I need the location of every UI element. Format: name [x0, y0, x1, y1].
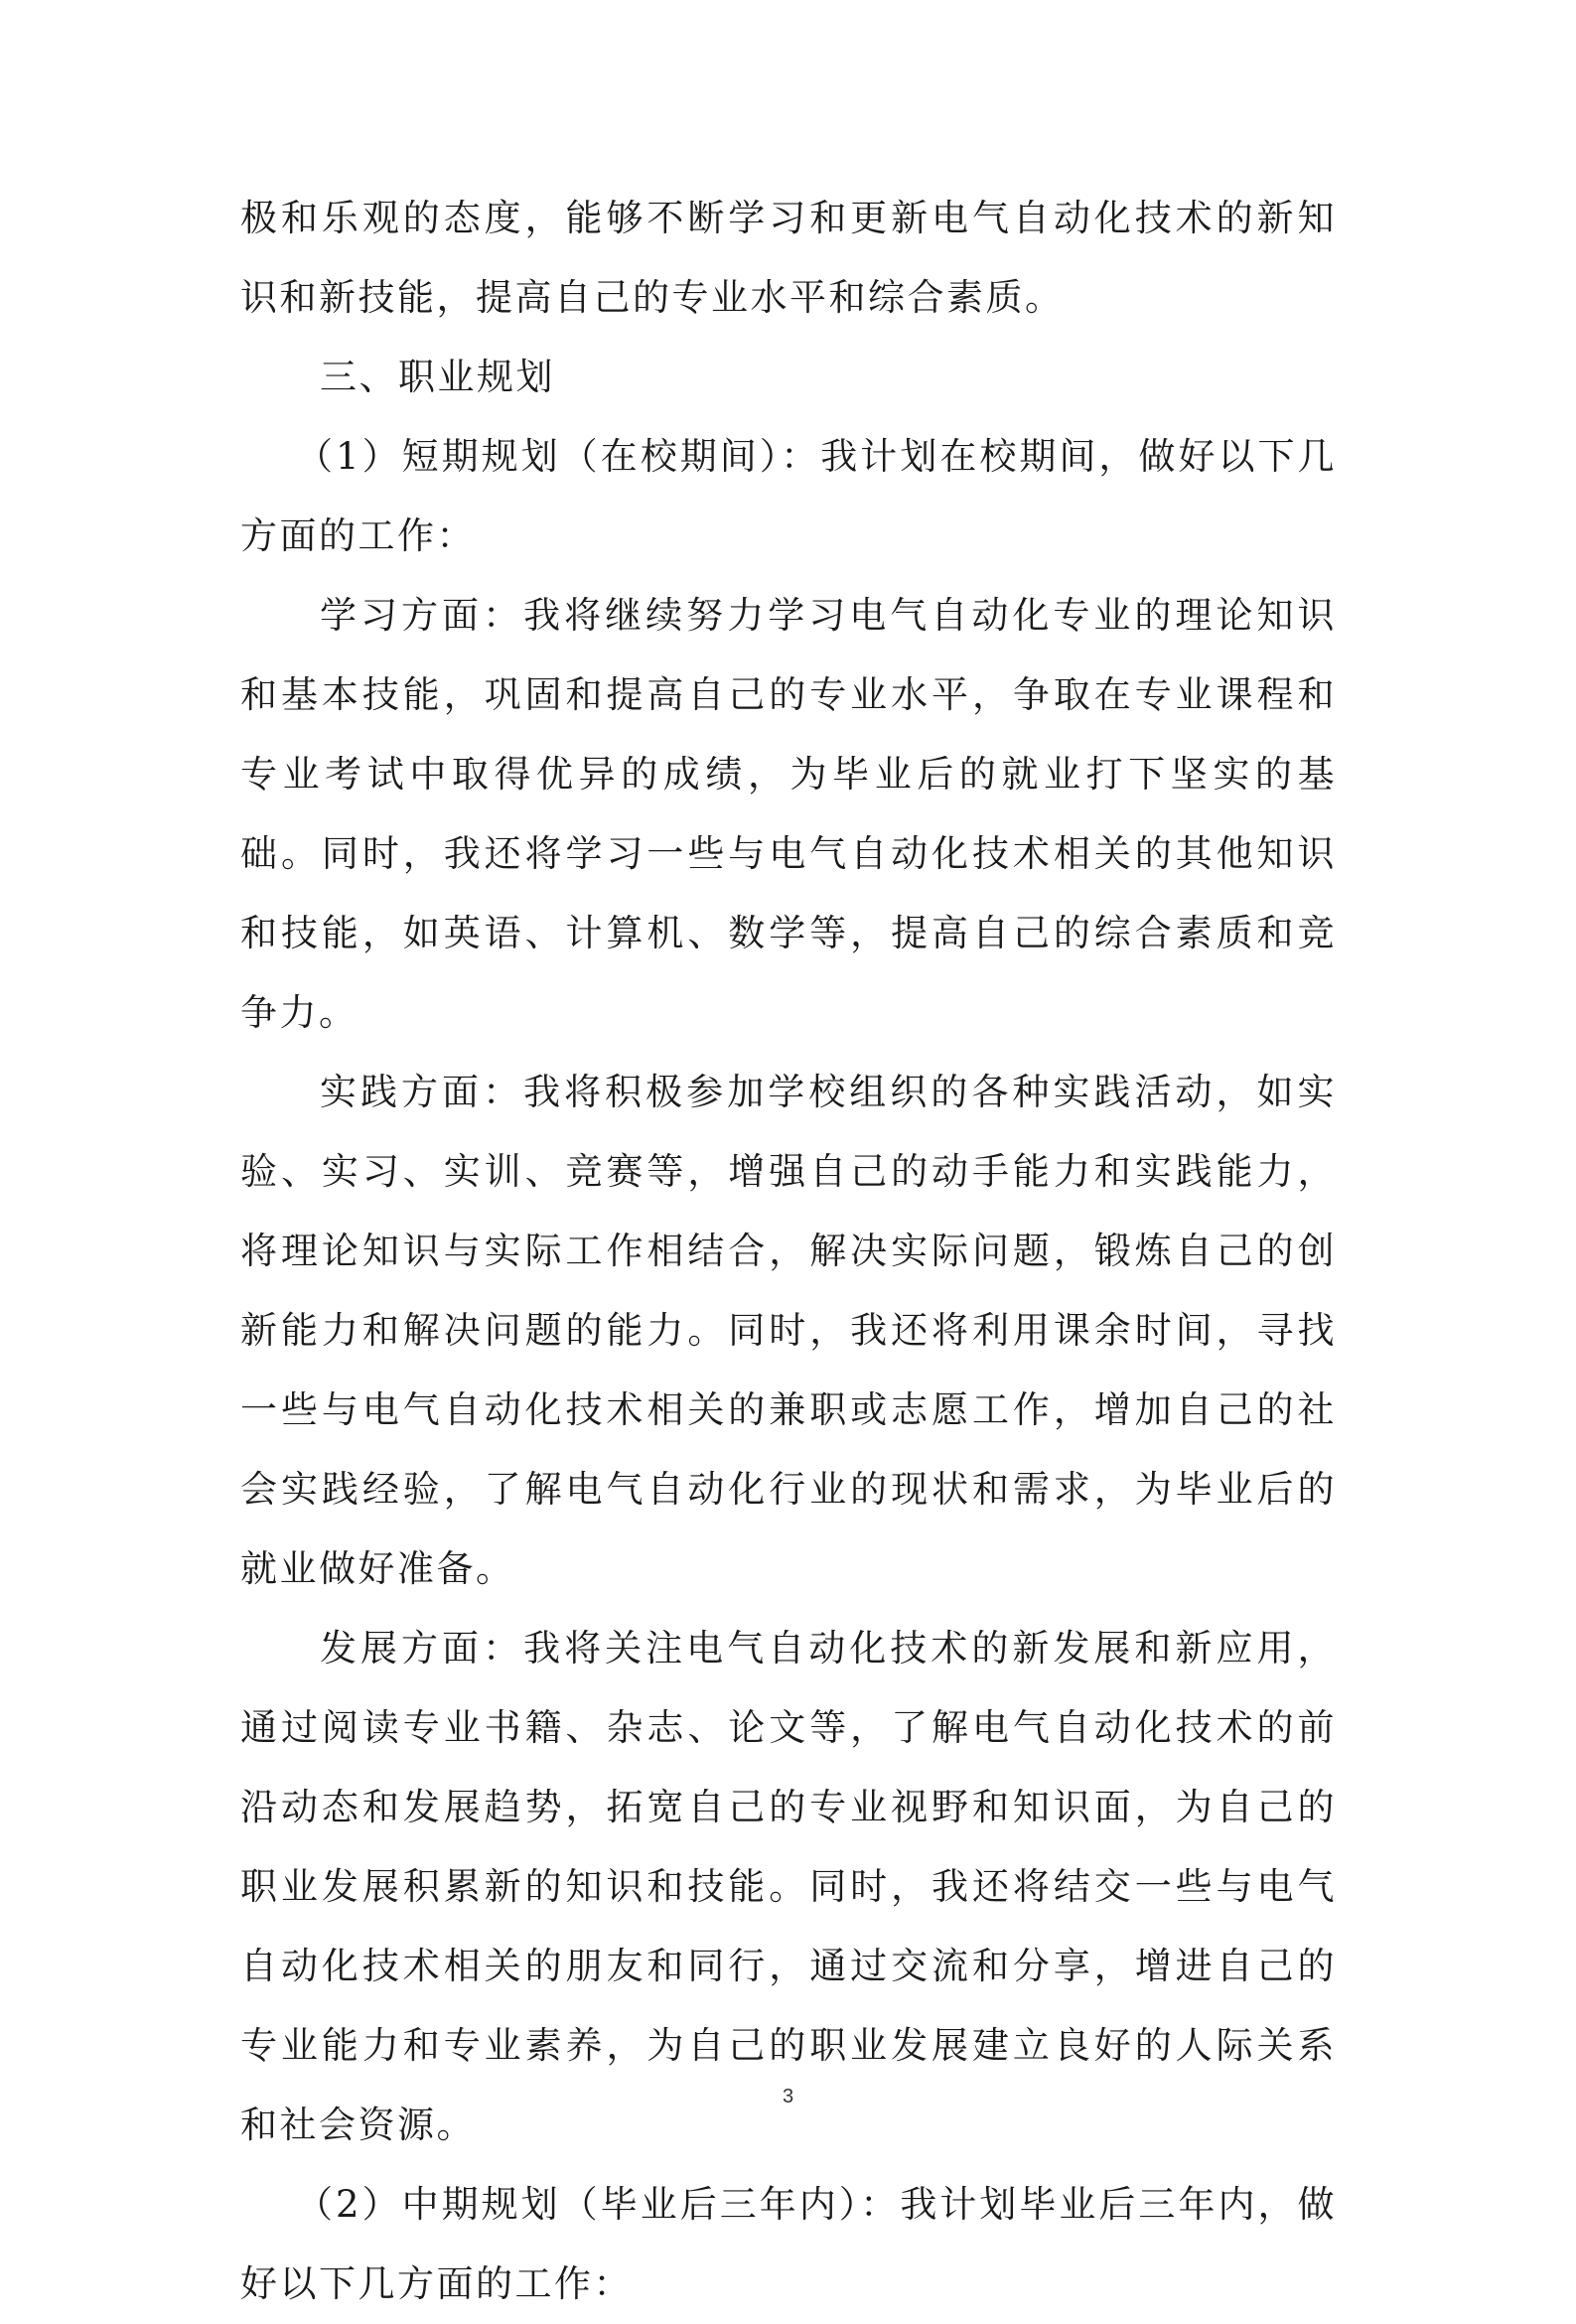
paragraph-continued: 极和乐观的态度，能够不断学习和更新电气自动化技术的新知识和新技能，提高自己的专业水平和综合素质。 [240, 197, 1337, 319]
page-number: 3 [782, 2086, 794, 2107]
page-body [240, 179, 1337, 2324]
paragraph-short-term-plan: （1）短期规划（在校期间）：我计划在校期间，做好以下几方面的工作： [240, 435, 1337, 557]
section-heading: 三、职业规划 [320, 356, 555, 398]
paragraph-mid-term-plan: （2）中期规划（毕业后三年内）：我计划毕业后三年内，做好以下几方面的工作： [240, 2183, 1337, 2305]
paragraph-development: 发展方面：我将关注电气自动化技术的新发展和新应用，通过阅读专业书籍、杂志、论文等，了解电气自动化技术的前沿动态和发展趋势，拓宽自己的专业视野和知识面，为自己的职业发展积累新的知识和技能。同时，我还将结交一些与电气自动化技术相关的朋友和同行，通过交流和分享，增进自己的专业能力和专业素养，为自己的职业发展建立良好的人际关系和社会资源。 [240, 1627, 1337, 2146]
paragraph-practice: 实践方面：我将积极参加学校组织的各种实践活动，如实验、实习、实训、竞赛等，增强自己的动手能力和实践能力，将理论知识与实际工作相结合，解决实际问题，锻炼自己的创新能力和解决问题的能力。同时，我还将利用课余时间，寻找一些与电气自动化技术相关的兼职或志愿工作，增加自己的社会实践经验，了解电气自动化行业的现状和需求，为毕业后的就业做好准备。 [240, 1071, 1337, 1590]
paragraph-study: 学习方面：我将继续努力学习电气自动化专业的理论知识和基本技能，巩固和提高自己的专业水平，争取在专业课程和专业考试中取得优异的成绩，为毕业后的就业打下坚实的基础。同时，我还将学习一些与电气自动化技术相关的其他知识和技能，如英语、计算机、数学等，提高自己的综合素质和竞争力。 [240, 594, 1337, 1034]
